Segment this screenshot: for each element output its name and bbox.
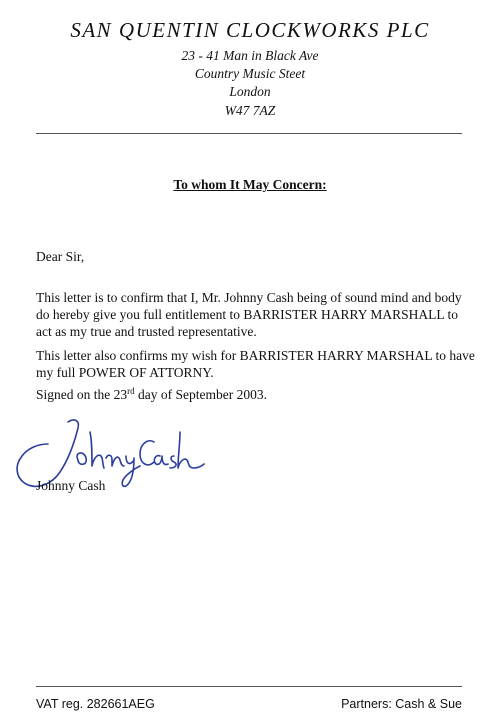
letter-subject: To whom It May Concern: xyxy=(173,177,327,192)
letter-paragraph-2: This letter also confirms my wish for BARRISTER HARRY MARSHAL to have my full POWER OF ATTORNY. xyxy=(36,348,475,380)
signer-name: Johnny Cash xyxy=(36,478,106,493)
address-line-street: 23 - 41 Man in Black Ave xyxy=(181,48,319,63)
address-line-postcode: W47 7AZ xyxy=(224,103,276,118)
footer-divider xyxy=(36,686,462,687)
address-line-road: Country Music Steet xyxy=(194,66,306,81)
company-name: SAN QUENTIN CLOCKWORKS PLC xyxy=(70,18,430,42)
address-line-city: London xyxy=(229,84,271,99)
signed-prefix: Signed on the 23 xyxy=(36,387,128,402)
letter-paragraph-1: This letter is to confirm that I, Mr. Johnny Cash being of sound mind and body do hereby give you full entitlement to BARRISTER HARRY MARSHALL to act as my true and trusted representative. xyxy=(36,290,462,339)
partners-line: Partners: Cash & Sue xyxy=(341,697,462,711)
signed-date-line xyxy=(36,386,476,403)
letter-greeting: Dear Sir, xyxy=(36,249,85,264)
signed-ordinal: rd xyxy=(127,386,135,396)
signature-text: Johny Cash xyxy=(8,408,13,409)
header-divider xyxy=(36,133,462,134)
vat-registration: VAT reg. 282661AEG xyxy=(36,697,155,711)
signed-suffix: day of September 2003. xyxy=(134,387,267,402)
